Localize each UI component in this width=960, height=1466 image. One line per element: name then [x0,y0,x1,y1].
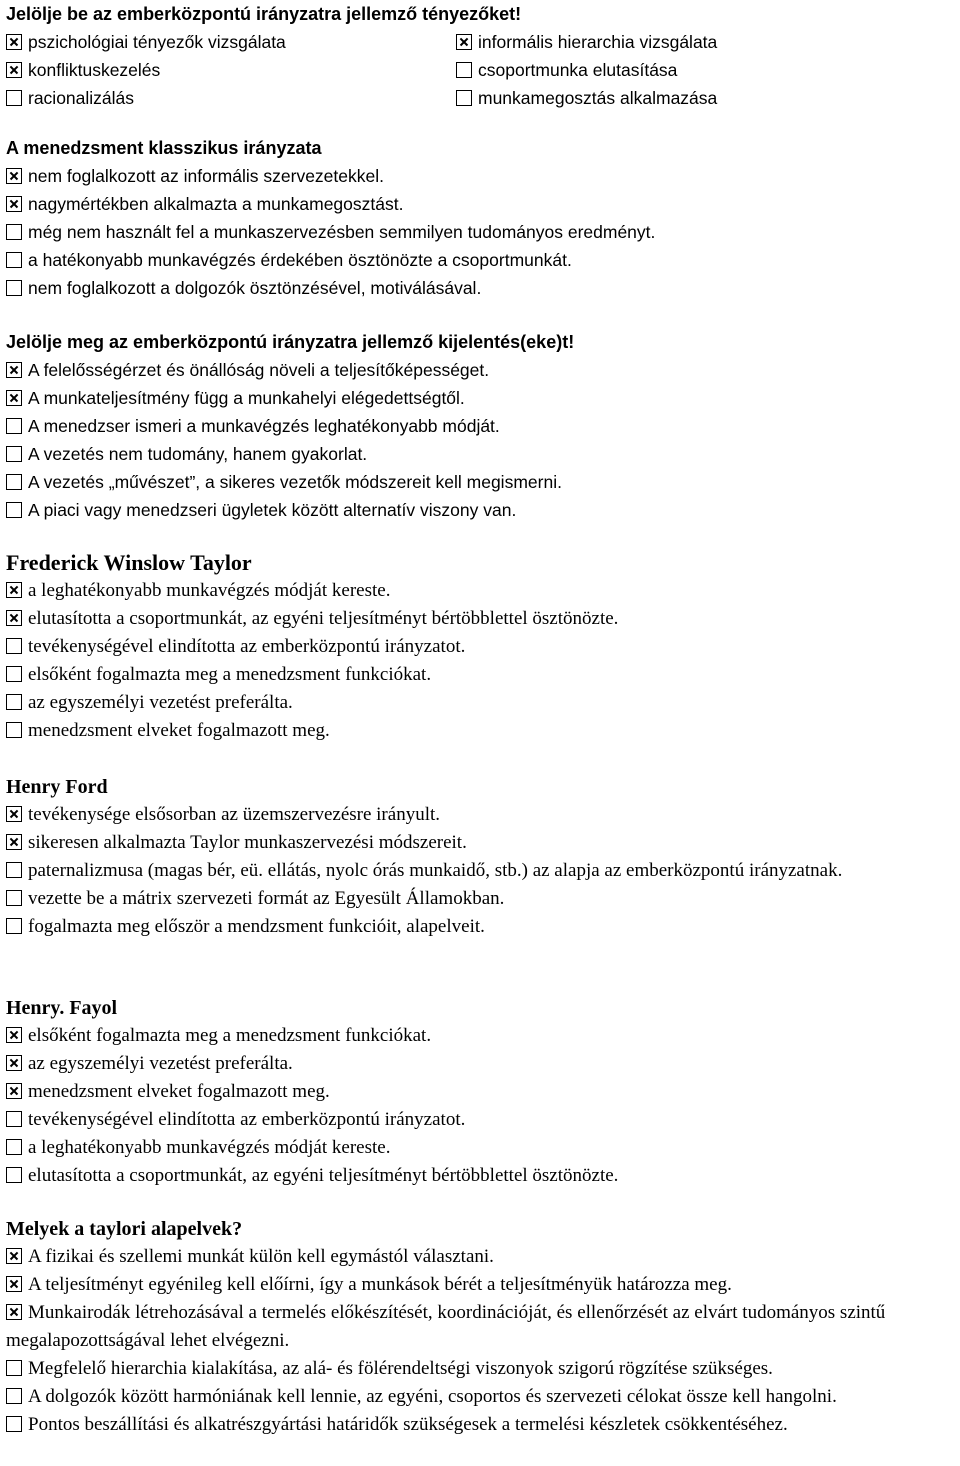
checkbox-icon[interactable] [6,582,22,598]
checkbox-label: A dolgozók között harmóniának kell lennie, az egyéni, csoportos és szervezeti célokat össze kell hangolni. [28,1386,837,1407]
checkbox-icon[interactable] [6,474,22,490]
checkbox-item[interactable] [6,801,960,829]
checkbox-label: a hatékonyabb munkavégzés érdekében ösztönözte a csoportmunkát. [28,250,572,270]
checkbox-item[interactable] [6,717,960,745]
checkbox-icon[interactable] [6,280,22,296]
section-heading: Jelölje be az emberközpontú irányzatra jellemző tényezőket! [6,4,522,24]
checkbox-item[interactable] [6,857,960,885]
checkbox-icon[interactable] [6,1248,22,1264]
checkbox-item[interactable] [456,28,956,56]
checkbox-icon[interactable] [6,34,22,50]
checkbox-label: fogalmazta meg először a mendzsment funkcióit, alapelveit. [28,916,485,937]
checkbox-label: nem foglalkozott a dolgozók ösztönzésével, motiválásával. [28,278,482,298]
checkbox-label: az egyszemélyi vezetést preferálta. [28,1053,293,1074]
checkbox-item[interactable] [6,829,960,857]
checkbox-label: A teljesítményt egyénileg kell előírni, így a munkások bérét a teljesítményük határozza meg. [28,1274,732,1295]
checkbox-item[interactable] [456,56,956,84]
checkbox-icon[interactable] [6,638,22,654]
checkbox-label: informális hierarchia vizsgálata [478,32,718,52]
checkbox-item[interactable] [6,1383,960,1411]
checkbox-item[interactable] [6,1355,960,1383]
checkbox-list [6,1243,960,1439]
checkbox-item[interactable] [6,1106,960,1134]
checkbox-item[interactable] [6,84,456,112]
checkbox-icon[interactable] [6,418,22,434]
checkbox-item[interactable] [6,162,960,190]
checkbox-list [6,162,960,302]
checkbox-item[interactable] [6,913,960,941]
checkbox-list [6,356,960,524]
checkbox-icon[interactable] [6,1139,22,1155]
checkbox-icon[interactable] [6,722,22,738]
checkbox-item[interactable] [6,1243,960,1271]
section-heading: Henry Ford [6,776,108,798]
checkbox-label: elsőként fogalmazta meg a menedzsment funkciókat. [28,664,432,685]
checkbox-icon[interactable] [456,62,472,78]
checkbox-item[interactable] [6,246,960,274]
checkbox-icon[interactable] [6,502,22,518]
checkbox-item[interactable] [6,1162,960,1190]
checkbox-list [6,801,960,941]
checkbox-list [6,577,960,745]
checkbox-list [6,1022,960,1190]
checkbox-item[interactable] [6,1271,960,1299]
factor-grid [6,28,960,112]
checkbox-icon[interactable] [6,1304,22,1320]
checkbox-label: pszichológiai tényezők vizsgálata [28,32,286,52]
checkbox-label: tevékenységével elindította az emberközpontú irányzatot. [28,636,466,657]
checkbox-item[interactable] [6,1050,960,1078]
checkbox-icon[interactable] [6,834,22,850]
checkbox-label: A fizikai és szellemi munkát külön kell egymástól választani. [28,1246,494,1267]
section-taylor [6,549,960,745]
checkbox-label: a leghatékonyabb munkavégzés módját kereste. [28,580,391,601]
checkbox-icon[interactable] [6,1027,22,1043]
checkbox-item[interactable] [6,1022,960,1050]
checkbox-item[interactable] [6,633,960,661]
checkbox-item[interactable] [6,274,960,302]
checkbox-label: menedzsment elveket fogalmazott meg. [28,1081,330,1102]
checkbox-item[interactable] [6,412,960,440]
checkbox-label: az egyszemélyi vezetést preferálta. [28,692,293,713]
checkbox-icon[interactable] [6,806,22,822]
section-human-centered-statements [6,328,960,524]
checkbox-item[interactable] [6,218,960,246]
checkbox-icon[interactable] [6,168,22,184]
checkbox-icon[interactable] [6,362,22,378]
checkbox-icon[interactable] [456,90,472,106]
checkbox-label: sikeresen alkalmazta Taylor munkaszervezési módszereit. [28,832,467,853]
checkbox-label: Pontos beszállítási és alkatrészgyártási határidők szükségesek a termelési készletek csökkentéséhez. [28,1414,788,1435]
checkbox-item[interactable] [6,384,960,412]
checkbox-label: elutasította a csoportmunkát, az egyéni teljesítményt bértöbblettel ösztönözte. [28,1165,619,1186]
checkbox-label: tevékenységével elindította az emberközpontú irányzatot. [28,1109,466,1130]
checkbox-icon[interactable] [6,666,22,682]
checkbox-label: paternalizmusa (magas bér, eü. ellátás, nyolc órás munkaidő, stb.) az alapja az emberközpontú irányzatnak. [28,860,843,881]
checkbox-icon[interactable] [6,62,22,78]
checkbox-item[interactable] [6,661,960,689]
checkbox-label: konfliktuskezelés [28,60,161,80]
checkbox-item[interactable] [6,1411,960,1439]
checkbox-icon[interactable] [6,1083,22,1099]
checkbox-label: elutasította a csoportmunkát, az egyéni teljesítményt bértöbblettel ösztönözte. [28,608,619,629]
section-heading: A menedzsment klasszikus irányzata [6,138,322,158]
checkbox-label: nagymértékben alkalmazta a munkamegosztást. [28,194,404,214]
checkbox-label: racionalizálás [28,88,135,108]
checkbox-item[interactable] [6,605,960,633]
section-heading: Jelölje meg az emberközpontú irányzatra jellemző kijelentés(eke)t! [6,332,575,352]
checkbox-icon[interactable] [6,694,22,710]
checkbox-icon[interactable] [6,196,22,212]
checkbox-icon[interactable] [6,1055,22,1071]
section-classical-management [6,134,960,302]
checkbox-icon[interactable] [6,1276,22,1292]
checkbox-icon[interactable] [6,890,22,906]
checkbox-item[interactable] [6,28,456,56]
checkbox-icon[interactable] [6,1360,22,1376]
checkbox-item[interactable] [6,577,960,605]
checkbox-icon[interactable] [6,1416,22,1432]
checkbox-label: A munkateljesítmény függ a munkahelyi elégedettségtől. [28,388,465,408]
checkbox-item[interactable] [6,1299,960,1355]
section-heading: Frederick Winslow Taylor [6,550,252,575]
checkbox-item[interactable] [456,84,956,112]
checkbox-icon[interactable] [6,610,22,626]
checkbox-label: Megfelelő hierarchia kialakítása, az alá- és fölérendeltségi viszonyok szigorú rögzítése szükséges. [28,1358,773,1379]
checkbox-label: A menedzser ismeri a munkavégzés leghatékonyabb módját. [28,416,500,436]
checkbox-label: A felelősségérzet és önállóság növeli a teljesítőképességet. [28,360,490,380]
checkbox-label: menedzsment elveket fogalmazott meg. [28,720,330,741]
checkbox-item[interactable] [6,1134,960,1162]
checkbox-icon[interactable] [6,918,22,934]
checkbox-item[interactable] [6,496,960,524]
checkbox-icon[interactable] [6,90,22,106]
checkbox-item[interactable] [6,885,960,913]
checkbox-icon[interactable] [6,224,22,240]
checkbox-icon[interactable] [6,446,22,462]
checkbox-label: nem foglalkozott az informális szervezetekkel. [28,166,384,186]
checkbox-label: A piaci vagy menedzseri ügyletek között alternatív viszony van. [28,500,517,520]
checkbox-item[interactable] [6,689,960,717]
section-heading: Henry. Fayol [6,997,118,1019]
checkbox-icon[interactable] [456,34,472,50]
checkbox-label: tevékenysége elsősorban az üzemszervezésre irányult. [28,804,440,825]
section-ford [6,773,960,941]
checkbox-icon[interactable] [6,252,22,268]
checkbox-label: a leghatékonyabb munkavégzés módját kereste. [28,1137,391,1158]
checkbox-label: A vezetés „művészet”, a sikeres vezetők módszereit kell megismerni. [28,472,562,492]
checkbox-label: vezette be a mátrix szervezeti formát az Egyesült Államokban. [28,888,505,909]
section-human-centered-factors [6,0,960,112]
checkbox-label: csoportmunka elutasítása [478,60,678,80]
checkbox-icon[interactable] [6,862,22,878]
section-heading: Melyek a taylori alapelvek? [6,1218,243,1240]
checkbox-icon[interactable] [6,390,22,406]
checkbox-icon[interactable] [6,1388,22,1404]
checkbox-item[interactable] [6,440,960,468]
section-taylor-principles [6,1215,960,1439]
checkbox-item[interactable] [6,190,960,218]
checkbox-item[interactable] [6,468,960,496]
checkbox-icon[interactable] [6,1167,22,1183]
checkbox-icon[interactable] [6,1111,22,1127]
checkbox-item[interactable] [6,1078,960,1106]
checkbox-label: munkamegosztás alkalmazása [478,88,718,108]
checkbox-item[interactable] [6,56,456,84]
checkbox-label: Munkairodák létrehozásával a termelés előkészítését, koordinációját, és ellenőrzését az elvárt tudományos szintű megalapozottságával lehet elvégezni. [6,1302,886,1351]
checkbox-item[interactable] [6,356,960,384]
checkbox-label: elsőként fogalmazta meg a menedzsment funkciókat. [28,1025,432,1046]
section-fayol [6,994,960,1190]
checkbox-label: még nem használt fel a munkaszervezésben semmilyen tudományos eredményt. [28,222,656,242]
checkbox-label: A vezetés nem tudomány, hanem gyakorlat. [28,444,368,464]
